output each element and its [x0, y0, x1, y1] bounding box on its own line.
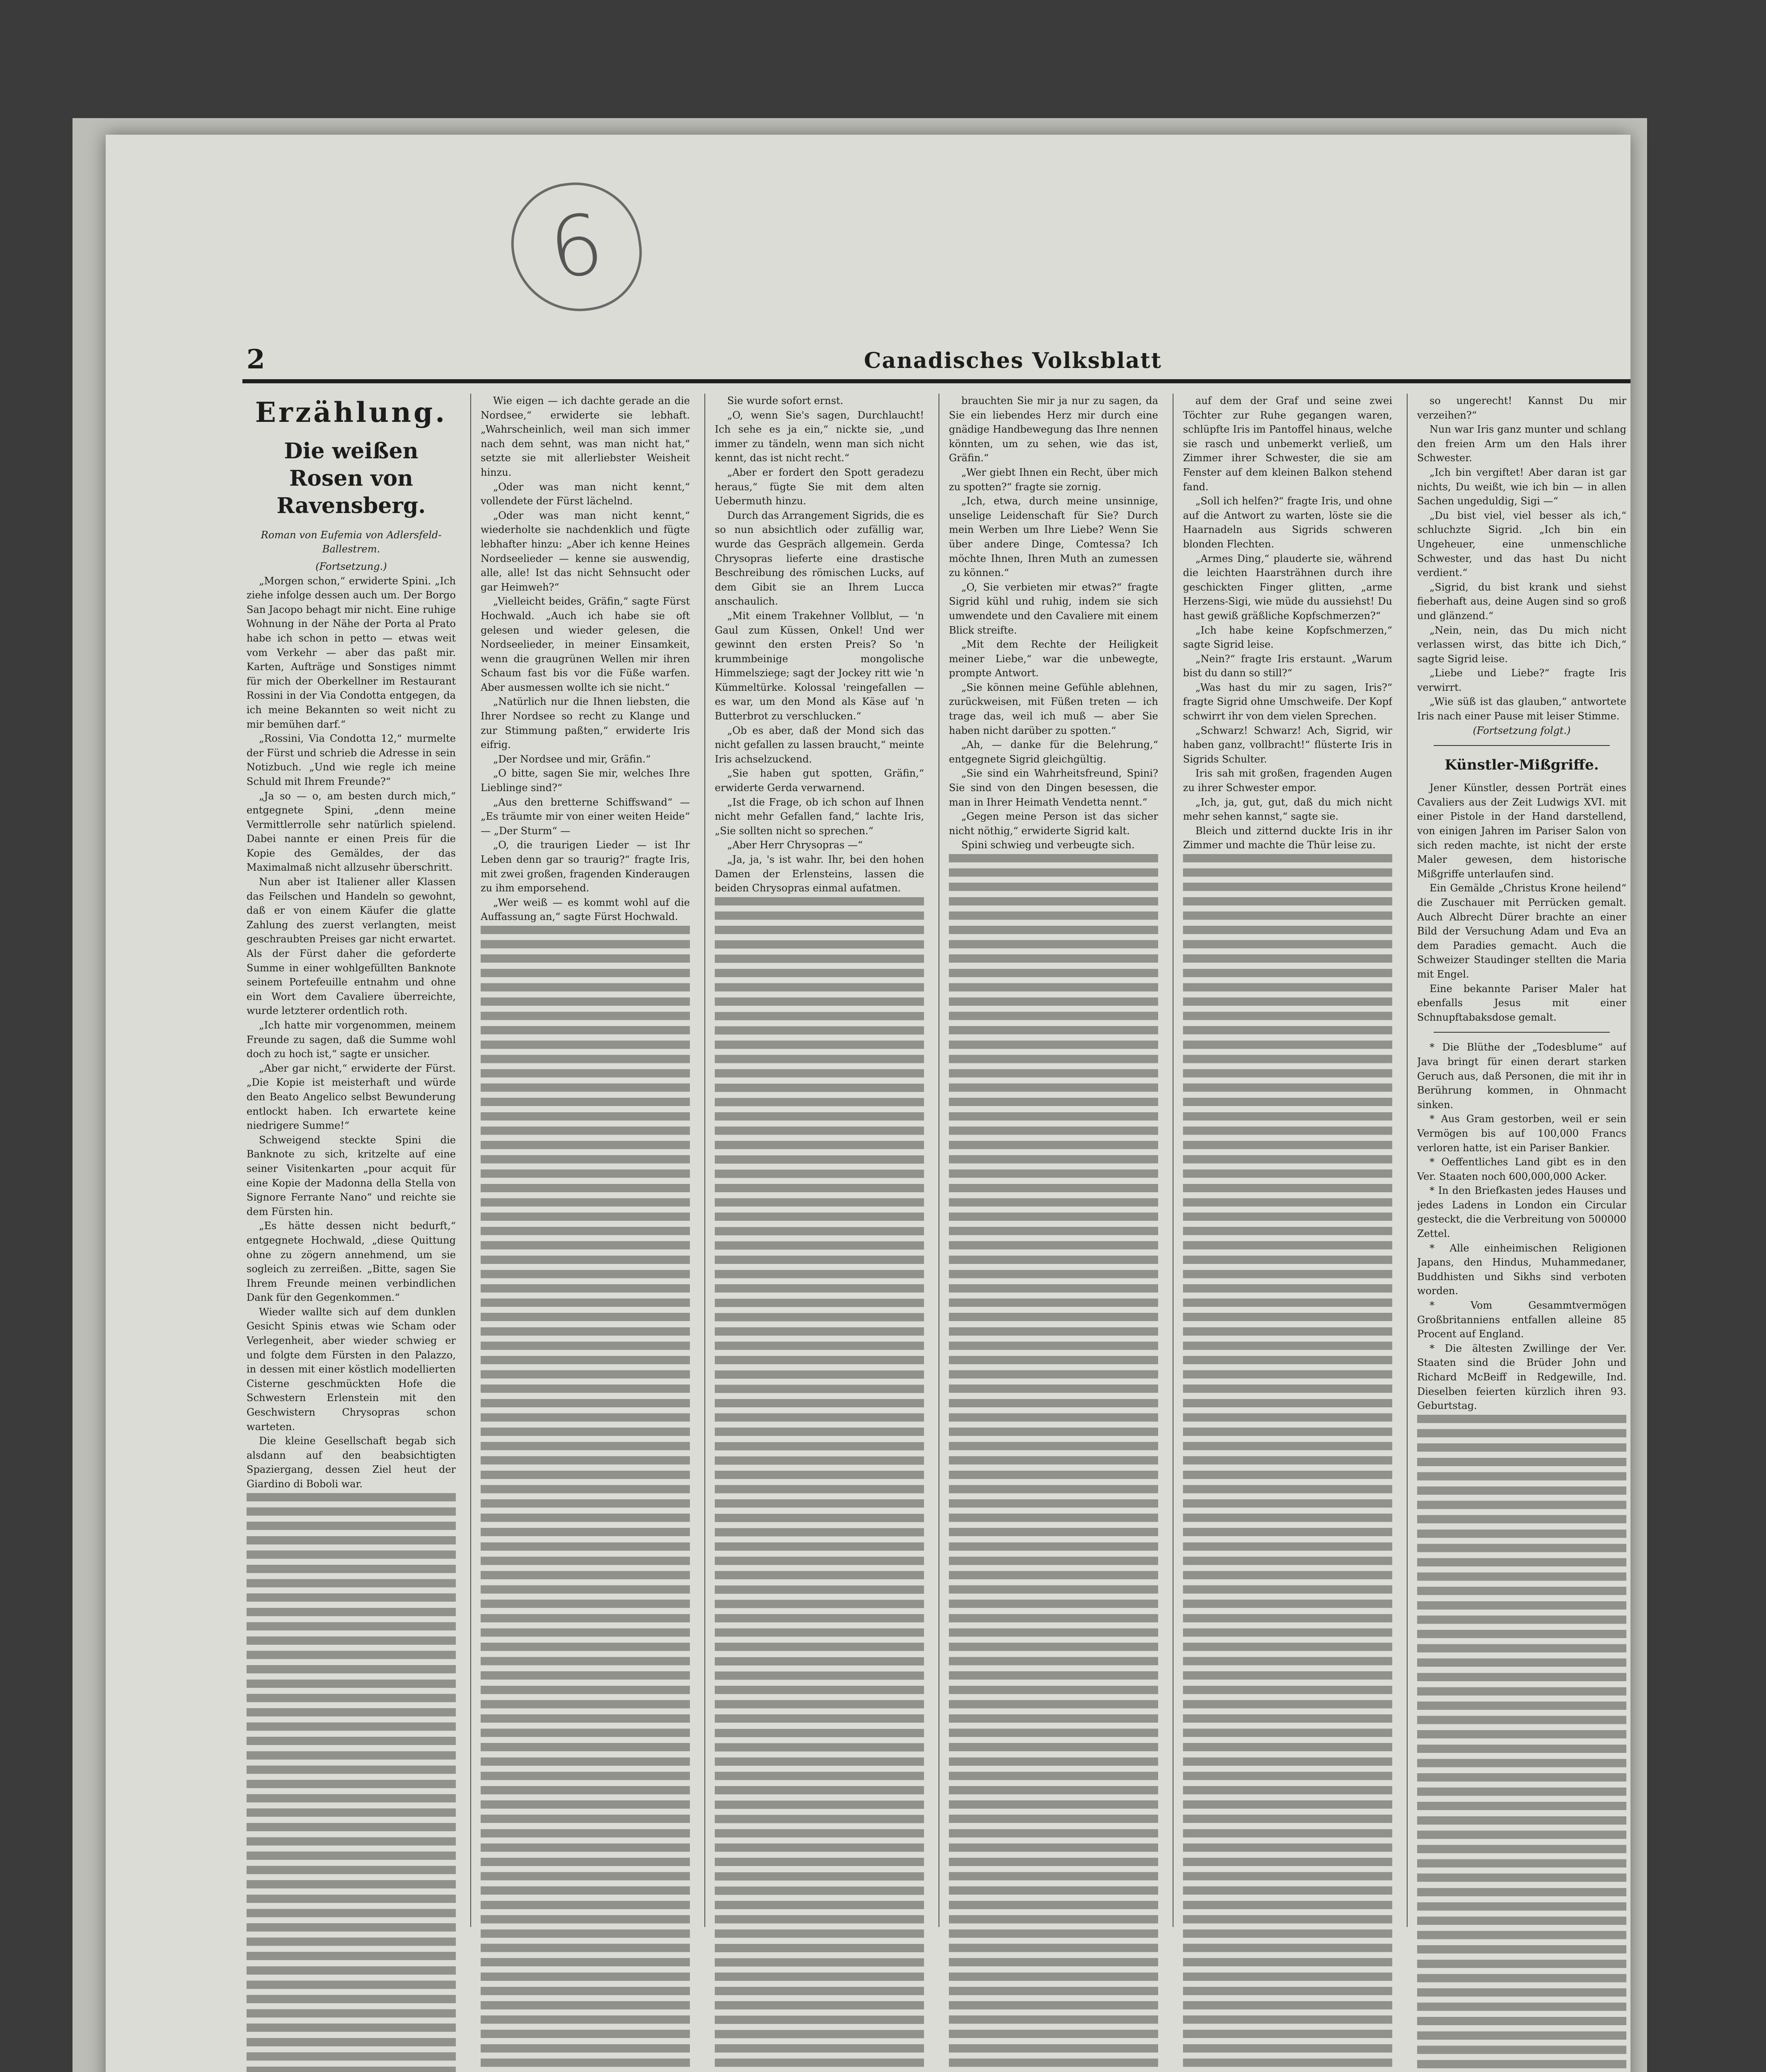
paragraph: Schweigend steckte Spini die Banknote zu sich, kritzelte auf eine seiner Visitenkarten „pour acquit für eine Kopie der Madonna della Stella von Signore Ferrante Nano“ und reichte sie dem Fürsten hin. [247, 1134, 456, 1218]
illegible-text [1183, 854, 1392, 2072]
paragraph: „Aus den bretterne Schiffswand“ — „Es träumte mir von einer weiten Heide“ — „Der Sturm“ — [481, 796, 690, 837]
paragraph: „Was hast du mir zu sagen, Iris?“ fragte Sigrid ohne Umschweife. Der Kopf schwirrt ihr von dem vielen Sprechen. [1183, 681, 1392, 722]
paragraph: „Wie süß ist das glauben,“ antwortete Iris nach einer Pause mit leiser Stimme. [1417, 696, 1626, 722]
column-4 [949, 394, 1158, 2072]
paragraph: „Morgen schon,“ erwiderte Spini. „Ich ziehe infolge dessen auch um. Der Borgo San Jacopo behagt mir nicht. Eine ruhige Wohnung in der Nähe der Porta al Prato habe ich schon in petto — etwas weit vom Verkehr — aber das paßt mir. Karten, Aufträge und Sonstiges nimmt für mich der Oberkellner im Restaurant Rossini in der Via Condotta entgegen, da ich meine Bekannten so weit nicht zu mir bemühen darf.“ [247, 575, 456, 730]
paragraph: „Du bist viel, viel besser als ich,“ schluchzte Sigrid. „Ich bin ein Ungeheuer, eine unmenschliche Schwester, und das hast Du nicht verdient.“ [1417, 509, 1626, 579]
illegible-text [715, 897, 924, 2072]
paragraph: „Gegen meine Person ist das sicher nicht nöthig,“ erwiderte Sigrid kalt. [949, 811, 1158, 837]
paragraph: „Oder was man nicht kennt,“ vollendete der Fürst lächelnd. [481, 481, 690, 507]
paragraph: „Ich, ja, gut, gut, daß du mich nicht mehr sehen kannst,“ sagte sie. [1183, 796, 1392, 823]
paragraph: „Aber er fordert den Spott geradezu heraus,“ fügte Sie mit dem alten Uebermuth hinzu. [715, 466, 924, 507]
continued-label: (Fortsetzung.) [315, 561, 387, 572]
column-rule [704, 394, 705, 1927]
column-6 [1417, 394, 1626, 2072]
section-kicker: Erzählung. [255, 396, 448, 428]
column-rule [1407, 394, 1408, 1927]
paragraph: „Ich habe keine Kopfschmerzen,“ sagte Sigrid leise. [1183, 624, 1392, 651]
paragraph: „Mit einem Trakehner Vollblut, — 'n Gaul zum Küssen, Onkel! Und wer gewinnt den ersten Preis? So 'n krummbeinige mongolische Himmelsziege; sagt der Jockey ritt wie 'n Kümmeltürke. Kolossal 'reingefallen — es war, um den Mond als Käse auf 'n Butterbrot zu verschlucken.“ [715, 610, 924, 722]
paragraph: „O, wenn Sie's sagen, Durchlaucht! Ich sehe es ja ein,“ nickte sie, „und immer zu tändeln, wenn man sich nicht kennt, das ist nicht recht.“ [715, 409, 924, 464]
paragraph: „Soll ich helfen?“ fragte Iris, und ohne auf die Antwort zu warten, löste sie die Haarnadeln aus Sigrids schweren blonden Flechten. [1183, 495, 1392, 550]
pencil-page-mark: 6 [503, 174, 649, 320]
divider [1434, 745, 1610, 746]
column-2 [481, 394, 690, 2072]
paragraph: „Aber Herr Chrysopras —“ [727, 839, 863, 851]
paragraph: „O, die traurigen Lieder — ist Ihr Leben denn gar so traurig?“ fragte Iris, mit zwei großen, fragenden Kinderaugen zu ihm emporsehend. [481, 839, 690, 894]
paragraph: Eine bekannte Pariser Maler hat ebenfalls Jesus mit einer Schnupftabaksdose gemalt. [1417, 983, 1626, 1023]
paragraph: „Natürlich nur die Ihnen liebsten, die Ihrer Nordsee so recht zu Klange und zur Stimmung paßten,“ erwiderte Iris eifrig. [481, 696, 690, 751]
paragraph: „Ich bin vergiftet! Aber daran ist gar nichts, Du weißt, wie ich bin — in allen Sachen ungeduldig, Sigi —“ [1417, 466, 1626, 507]
paragraph: „Ja so — o, am besten durch mich,“ entgegnete Spini, „denn meine Vermittlerrolle sehr natürlich spielend. Dabei nannte er einen Preis für die Kopie des Gemäldes, der das Maximalmaß nicht allzusehr überschritt. [247, 790, 456, 874]
divider [1434, 1032, 1610, 1033]
news-note: * Aus Gram gestorben, weil er sein Vermögen bis auf 100,000 Francs verloren hatte, ist ein Pariser Bankier. [1417, 1113, 1626, 1154]
paragraph: Spini schwieg und verbeugte sich. [961, 839, 1135, 851]
paragraph: brauchten Sie mir ja nur zu sagen, da Sie ein liebendes Herz mir durch eine gnädige Handbewegung das Ihre nennen könnten, um zu sehen, wie das ist, Gräfin.“ [949, 395, 1158, 464]
paragraph: „Ist die Frage, ob ich schon auf Ihnen nicht mehr Gefallen fand,“ lachte Iris, „Sie sollten nicht so sprechen.“ [715, 796, 924, 837]
paragraph: „Wer weiß — es kommt wohl auf die Auffassung an,“ sagte Fürst Hochwald. [481, 896, 690, 923]
paragraph: „Sie haben gut spotten, Gräfin,“ erwiderte Gerda verwarnend. [715, 767, 924, 794]
paragraph: Iris sah mit großen, fragenden Augen zu ihrer Schwester empor. [1183, 767, 1392, 794]
paragraph: „O, Sie verbieten mir etwas?“ fragte Sigrid kühl und ruhig, indem sie sich umwendete und den Cavaliere mit einem Blick streifte. [949, 581, 1158, 636]
paragraph: Jener Künstler, dessen Porträt eines Cavaliers aus der Zeit Ludwigs XVI. mit einer Pistole in der Hand darstellend, von einigen Jahren im Pariser Salon von sich reden machte, ist nicht der erste Maler gewesen, dem historische Mißgriffe unterlaufen sind. [1417, 782, 1626, 880]
paragraph: „Oder was man nicht kennt,“ wiederholte sie nachdenklich und fügte lebhafter hinzu: „Aber ich kenne Heines Nordseelieder — kenne sie auswendig, alle, alle! Ist das nicht Sehnsucht oder gar Heimweh?“ [481, 509, 690, 593]
paragraph: Nun war Iris ganz munter und schlang den freien Arm um den Hals ihrer Schwester. [1417, 424, 1626, 464]
paragraph: Nun aber ist Italiener aller Klassen das Feilschen und Handeln so gewohnt, daß er von einem Käufer die glatte Zahlung des zuerst verlangten, meist geschraubten Preises gar nicht erwartet. Als der Fürst daher die geforderte Summe in einer wohlgefüllten Banknote seinem Portefeuille entnahm und ohne ein Wort dem Cavaliere überreichte, wurde letzterer ordentlich roth. [247, 876, 456, 1017]
paragraph: „Nein?“ fragte Iris erstaunt. „Warum bist du dann so still?“ [1183, 653, 1392, 679]
paragraph: „Sie können meine Gefühle ablehnen, zurückweisen, mit Füßen treten — ich trage das, weil ich muß — aber Sie haben nicht darüber zu spotten.“ [949, 681, 1158, 736]
paragraph: „Aber gar nicht,“ erwiderte der Fürst. „Die Kopie ist meisterhaft und würde den Beato Angelico selbst Bewunderung entlockt haben. Ich erwartete keine niedrigere Summe!“ [247, 1062, 456, 1132]
column-5 [1183, 394, 1392, 2072]
news-note: * Vom Gesammtvermögen Großbritanniens entfallen alleine 85 Procent auf England. [1417, 1300, 1626, 1340]
illegible-text [247, 1493, 456, 2072]
paragraph: Sie wurde sofort ernst. [727, 395, 844, 407]
paragraph: „Der Nordsee und mir, Gräfin.“ [493, 753, 651, 765]
illegible-text [481, 926, 690, 2072]
continued-note: (Fortsetzung folgt.) [1473, 724, 1571, 736]
column-3 [715, 394, 924, 2072]
news-note: * In den Briefkasten jedes Hauses und jedes Ladens in London ein Circular gesteckt, die die Verbreitung von 500000 Zettel. [1417, 1185, 1626, 1240]
news-note: * Oeffentliches Land gibt es in den Ver. Staaten noch 600,000,000 Acker. [1417, 1156, 1626, 1182]
masthead [242, 342, 1631, 383]
paragraph: „Rossini, Via Condotta 12,“ murmelte der Fürst und schrieb die Adresse in sein Notizbuch. „Und wie regle ich meine Schuld mit Ihrem Freunde?“ [247, 733, 456, 787]
paragraph: Wie eigen — ich dachte gerade an die Nordsee,“ erwiderte sie lebhaft. „Wahrscheinlich, weil man sich immer nach dem sehnt, was man nicht hat,“ setzte sie mit allerliebster Weisheit hinzu. [481, 395, 690, 478]
paragraph: „Wer giebt Ihnen ein Recht, über mich zu spotten?“ fragte sie zornig. [949, 466, 1158, 493]
paper-name: Canadisches Volksblatt [864, 348, 1162, 373]
paragraph: „O bitte, sagen Sie mir, welches Ihre Lieblinge sind?“ [481, 767, 690, 794]
paragraph: „Sigrid, du bist krank und siehst fieberhaft aus, deine Augen sind so groß und glänzend.“ [1417, 581, 1626, 622]
news-note: * Alle einheimischen Religionen Japans, den Hindus, Muhammedaner, Buddhisten und Sikhs sind verboten worden. [1417, 1242, 1626, 1297]
paragraph: Wieder wallte sich auf dem dunklen Gesicht Spinis etwas wie Scham oder Verlegenheit, aber wieder schwieg er und folgte dem Fürsten in den Palazzo, in dessen mit einer köstlich modellierten Cisterne geschmückten Hofe die Schwestern Erlenstein mit den Geschwistern Chrysopras schon warteten. [247, 1306, 456, 1433]
story-byline: Roman von Eufemia von Adlersfeld-Ballestrem. [261, 529, 442, 555]
paragraph: „Ich hatte mir vorgenommen, meinem Freunde zu sagen, daß die Summe wohl doch zu hoch ist,“ sagte er unsicher. [247, 1019, 456, 1060]
page-number: 2 [247, 344, 265, 375]
paragraph: „Ja, ja, 's ist wahr. Ihr, bei den hohen Damen der Erlensteins, lassen die beiden Chrysopras einmal aufatmen. [715, 854, 924, 894]
news-note: * Die Blüthe der „Todesblume“ auf Java bringt für einen derart starken Geruch aus, daß Personen, die mit ihr in Berührung kommen, in Ohnmacht sinken. [1417, 1041, 1626, 1111]
paragraph: auf dem der Graf und seine zwei Töchter zur Ruhe gegangen waren, schlüpfte Iris im Pantoffel hinaus, welche sie rasch und unbemerkt verließ, um Zimmer ihrer Schwester, die sie am Fenster auf dem kleinen Balkon stehend fand. [1183, 395, 1392, 493]
column-1 [247, 394, 456, 2072]
paragraph: „Liebe und Liebe?“ fragte Iris verwirrt. [1417, 667, 1626, 693]
paragraph: so ungerecht! Kannst Du mir verzeihen?“ [1417, 395, 1626, 421]
paragraph: „Ich, etwa, durch meine unsinnige, unselige Leidenschaft für Sie? Durch mein Werben um Ihre Liebe? Wenn Sie über andere Dinge, Comtessa? Ich möchte Ihnen, Ihren Muth an zumessen zu können.“ [949, 495, 1158, 579]
paragraph: „Ah, — danke für die Belehrung,“ entgegnete Sigrid gleichgültig. [949, 739, 1158, 765]
newspaper-page [106, 135, 1631, 2072]
paragraph: Die kleine Gesellschaft begab sich alsdann auf den beabsichtigten Spaziergang, dessen Ziel heut der Giardino di Boboli war. [247, 1435, 456, 1490]
paragraph: „Ob es aber, daß der Mond sich das nicht gefallen zu lassen braucht,“ meinte Iris achselzuckend. [715, 724, 924, 765]
paragraph: „Nein, nein, das Du mich nicht verlassen wirst, das bitte ich Dich,“ sagte Sigrid leise. [1417, 624, 1626, 665]
paragraph: „Es hätte dessen nicht bedurft,“ entgegnete Hochwald, „diese Quittung ohne zu zögern annehmend, um sie sogleich zu zerreißen. „Bitte, sagen Sie Ihrem Freunde meinen verbindlichen Dank für den Gegenkommen.“ [247, 1220, 456, 1304]
paragraph: Bleich und zitternd duckte Iris in ihr Zimmer und machte die Thür leise zu. [1183, 825, 1392, 851]
illegible-text [1417, 1415, 1626, 2072]
paragraph: Ein Gemälde „Christus Krone heilend“ die Zuschauer mit Perrücken gemalt. Auch Albrecht Dürer brachte an einer Bild der Versuchung Adam und Eva an dem Paradies gemacht. Auch die Schweizer Staudinger stellten die Maria mit Engel. [1417, 882, 1626, 980]
paragraph: „Sie sind ein Wahrheitsfreund, Spini? Sie sind von den Dingen besessen, die man in Ihrer Heimath Vendetta nennt.“ [949, 767, 1158, 808]
illegible-text [949, 854, 1158, 2072]
story-headline: Die weißen Rosen von Ravensberg. [276, 438, 426, 518]
paragraph: „Vielleicht beides, Gräfin,“ sagte Fürst Hochwald. „Auch ich habe sie oft gelesen und wieder gelesen, die Nordseelieder, in meiner Einsamkeit, wenn die graugrünen Wellen mir ihren Schaum fast bis vor die Füße warfen. Aber ausmessen wollte ich sie nicht.“ [481, 595, 690, 693]
article-heading: Künstler-Mißgriffe. [1444, 757, 1599, 774]
paragraph: „Mit dem Rechte der Heiligkeit meiner Liebe,“ war die unbewegte, prompte Antwort. [949, 639, 1158, 679]
news-note: * Die ältesten Zwillinge der Ver. Staaten sind die Brüder John und Richard McBeiff in Redgewille, Ind. Dieselben feierten kürzlich ihren 93. Geburtstag. [1417, 1342, 1626, 1412]
paragraph: „Armes Ding,“ plauderte sie, während die leichten Haarsträhnen durch ihre geschickten Finger glitten, „arme Herzens-Sigi, wie müde du aussiehst! Du hast gewiß gräßliche Kopfschmerzen?“ [1183, 552, 1392, 622]
paragraph: „Schwarz! Schwarz! Ach, Sigrid, wir haben ganz, vollbracht!“ flüsterte Iris in Sigrids Schulter. [1183, 724, 1392, 765]
column-rule [470, 394, 471, 1927]
paragraph: Durch das Arrangement Sigrids, die es so nun absichtlich oder zufällig war, wurde das Gespräch allgemein. Gerda Chrysopras lieferte eine drastische Beschreibung des römischen Lucks, auf dem Gibit sie an Ihrem Lucca anschaulich. [715, 509, 924, 608]
